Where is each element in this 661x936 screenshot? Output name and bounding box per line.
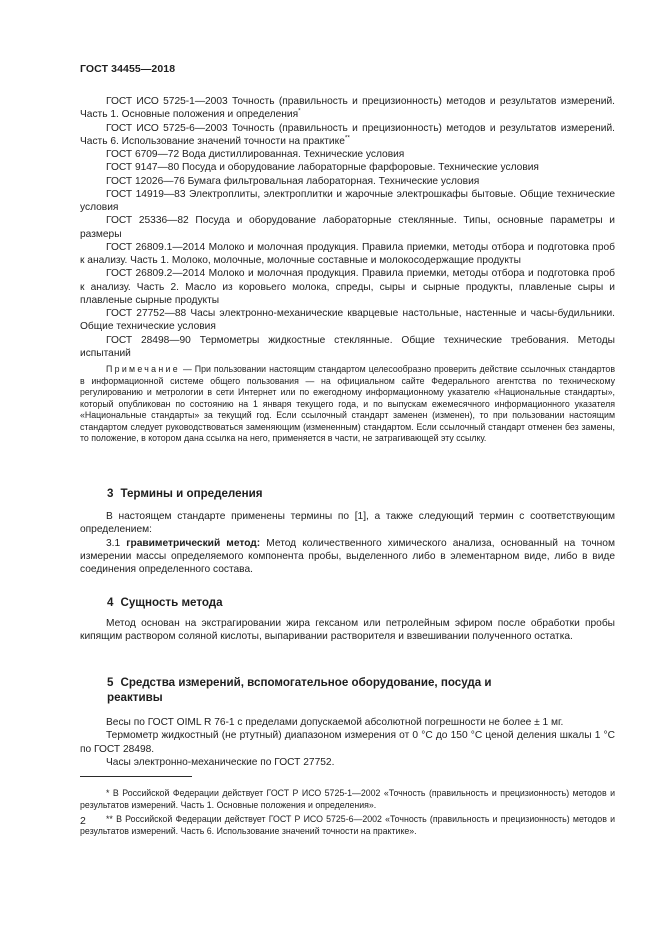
section-4-body: Метод основан на экстрагировании жира гексаном или петролейным эфиром после обработки пробы кипящим раствором соляной кислоты, выпаривании растворителя и взвешивании полученного остатка. [80, 618, 615, 643]
scales-item: Весы по ГОСТ OIML R 76-1 с пределами допускаемой абсолютной погрешности не более ± 1 мг. [106, 717, 564, 728]
section-3-heading: 3 Термины и определения [107, 487, 263, 500]
references-note: Примечание — При пользовании настоящим стандартом целесообразно проверить действие ссылочных стандартов в информационной системе общего пользования — на официальном сайте Федерального агентства по техническому регулированию и метрологии в сети Интернет или по ежегодному информационному указателю «Национальные стандарты», который опубликован по состоянию на 1 января текущего года, и по выпускам ежемесячного информационного указателя «Национальные стандарты» за текущий год. Если ссылочный стандарт заменен (изменен), то при пользовании настоящим стандартом следует руководствоваться заменяющим (измененным) стандартом. Если ссылочный стандарт отменен без замены, то положение, в котором дана ссылка на него, применяется в части, не затрагивающей эту ссылку. [80, 364, 615, 444]
reference-item: ГОСТ 6709—72 Вода дистиллированная. Технические условия [106, 149, 405, 160]
section-3-intro: В настоящем стандарте применены термины по [1], а также следующий термин с соответствующим определением: [80, 511, 615, 536]
reference-item: ГОСТ 9147—80 Посуда и оборудование лабораторные фарфоровые. Технические условия [106, 162, 539, 174]
reference-item: ГОСТ ИСО 5725-1—2003 Точность (правильность и прецизионность) методов и результатов измерений. Часть 1. Основные положения и определения* [80, 96, 615, 121]
normative-references-list [80, 95, 615, 360]
reference-item: ГОСТ 14919—83 Электроплиты, электроплитки и жарочные электрошкафы бытовые. Общие технические условия [80, 188, 615, 213]
note-text: При пользовании настоящим стандартом целесообразно проверить действие ссылочных стандартов в информационной системе общего пользования — на официальном сайте Федерального агентства по техническому регулированию и метрологии в сети Интернет или по ежегодному информационному указателю «Национальные стандарты», который опубликован по состоянию на 1 января текущего года, и по выпускам ежемесячного информационного указателя «Национальные стандарты» за текущий год. Если ссылочный стандарт заменен (изменен), то при пользовании настоящим стандартом следует руководствоваться заменяющим (измененным) стандартом. Если ссылочный стандарт отменен без замены, то положение, в котором дана ссылка на него, применяется в части, не затрагивающей эту ссылку. [80, 364, 615, 444]
note-label: Примечание [106, 364, 180, 374]
reference-item: ГОСТ 28498—90 Термометры жидкостные стеклянные. Общие технические требования. Методы испытаний [80, 334, 615, 359]
reference-item: ГОСТ 26809.1—2014 Молоко и молочная продукция. Правила приемки, методы отбора и подготовка проб к анализу. Часть 1. Молоко, молочные, молочные составные и молокосодержащие продукты [80, 241, 615, 266]
thermometer-item: Термометр жидкостный (не ртутный) диапазоном измерения от 0 °С до 150 °С ценой деления шкалы 1 °С по ГОСТ 28498. [80, 730, 615, 755]
reference-item: ГОСТ 27752—88 Часы электронно-механические кварцевые настольные, настенные и часы-будильники. Общие технические условия [80, 308, 615, 333]
reference-item: ГОСТ 26809.2—2014 Молоко и молочная продукция. Правила приемки, методы отбора и подготовка проб к анализу. Часть 2. Масло из коровьего молока, спреды, сыры и сырные продукты, плавленые сыры и плавленые сырные продукты [80, 268, 615, 306]
reference-item: ГОСТ 12026—76 Бумага фильтровальная лабораторная. Технические условия [106, 175, 480, 187]
footnote-divider [80, 776, 192, 777]
section-5-body [80, 716, 615, 769]
page-number: 2 [80, 815, 86, 827]
footnote-item: ** В Российской Федерации действует ГОСТ Р ИСО 5725-6—2002 «Точность (правильность и прецизионность) методов и результатов измерений. Часть 6. Использование значений точности на практике». [80, 814, 615, 836]
reference-item: ГОСТ ИСО 5725-6—2003 Точность (правильность и прецизионность) методов и результатов измерений. Часть 6. Использование значений точности на практике** [80, 122, 615, 147]
footnote-item: * В Российской Федерации действует ГОСТ Р ИСО 5725-1—2002 «Точность (правильность и прецизионность) методов и результатов измерений. Часть 1. Основные положения и определения». [80, 788, 615, 810]
document-code-header: ГОСТ 34455—2018 [80, 63, 176, 75]
term-name: гравиметрический метод: [126, 537, 261, 549]
section-4-heading: 4 Сущность метода [107, 596, 223, 609]
section-5-heading: 5 Средства измерений, вспомогательное оборудование, посуда и реактивы [107, 676, 492, 704]
footnotes [80, 788, 615, 837]
term-definition: 3.1 гравиметрический метод: Метод количественного химического анализа, основанный на точном измерении массы определяемого компонента пробы, выделенного либо в элементарном виде, либо в виде соединения определенного состава. [80, 537, 615, 575]
clock-item: Часы электронно-механические по ГОСТ 27752. [106, 756, 335, 768]
section-3-body [80, 510, 615, 576]
reference-item: ГОСТ 25336—82 Посуда и оборудование лабораторные стеклянные. Типы, основные параметры и размеры [80, 215, 615, 240]
